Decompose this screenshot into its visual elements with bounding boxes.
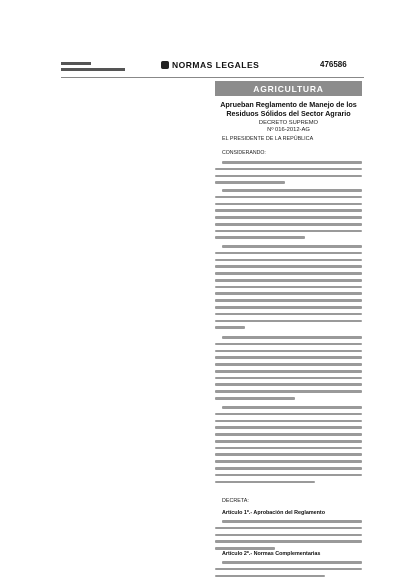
- section-heading: AGRICULTURA: [253, 83, 324, 94]
- president-line: EL PRESIDENTE DE LA REPÚBLICA: [222, 136, 314, 142]
- header-dateline: [61, 62, 131, 74]
- header-divider: [61, 77, 364, 78]
- header-publication: [161, 60, 259, 70]
- article-2-body: [215, 561, 362, 581]
- section-heading-band: [215, 81, 362, 96]
- article-1-heading: Artículo 1º.- Aprobación del Reglamento: [222, 510, 326, 516]
- decree-number: Nº 016-2012-AG: [267, 127, 310, 133]
- decree-label: DECRETO SUPREMO: [258, 120, 319, 126]
- article-1-body: [215, 520, 362, 554]
- body-paragraph: [215, 336, 362, 404]
- decree-block: [215, 120, 362, 134]
- body-paragraph: [215, 245, 362, 333]
- document-title: Aprueban Reglamento de Manejo de los Residuos Sólidos del Sector Agrario: [220, 100, 357, 118]
- page-number: 476586: [320, 60, 347, 69]
- body-paragraph: [215, 189, 362, 243]
- decreta-label: DECRETA:: [222, 498, 249, 504]
- article-2-heading: Artículo 2º.- Normas Complementarias: [222, 551, 321, 557]
- gazette-logo-icon: [161, 61, 169, 69]
- publication-name: NORMAS LEGALES: [172, 60, 260, 70]
- considering-label: CONSIDERANDO:: [222, 150, 266, 156]
- body-paragraph: [215, 161, 362, 188]
- body-paragraph: [215, 406, 362, 487]
